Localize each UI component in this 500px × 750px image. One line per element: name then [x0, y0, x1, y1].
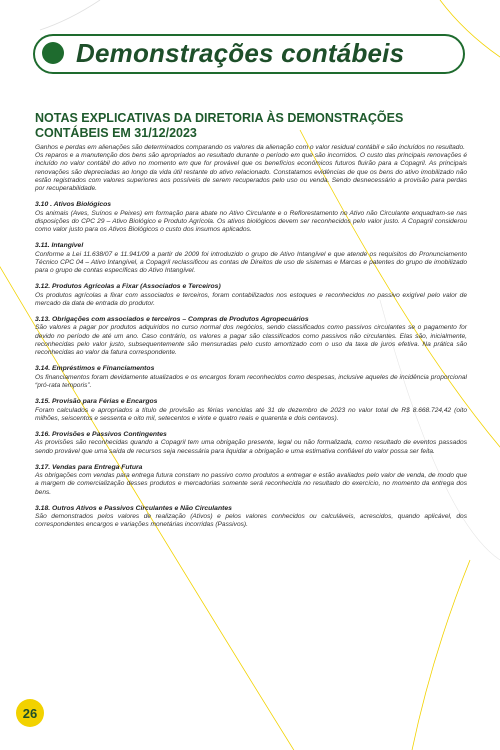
section-heading: 3.17. Vendas para Entrega Futura [35, 463, 143, 471]
header-bullet-icon [42, 42, 64, 64]
section-heading: 3.16. Provisões e Passivos Contingentes [35, 430, 167, 438]
section-3-13 [35, 316, 467, 357]
page-number-badge: 26 [16, 699, 44, 727]
page-header-title: Demonstrações contábeis [76, 38, 405, 68]
document-title: NOTAS EXPLICATIVAS DA DIRETORIA ÀS DEMONSTRAÇÕES CONTÁBEIS EM 31/12/2023 [35, 111, 404, 140]
section-text: As obrigações com vendas para entrega futura constam no passivo como produtos a entregar e estão avaliados pelo valor de venda, de modo que a margem de comercialização desses produtos e mercadorias somente será reconhecida no resultado do exercício, no momento da entrega dos bens. [35, 472, 467, 496]
section-3-16 [35, 431, 467, 456]
section-3-14 [35, 365, 467, 390]
section-heading: 3.18. Outros Ativos e Passivos Circulantes e Não Circulantes [35, 504, 232, 512]
section-text: As provisões são reconhecidas quando a Copagril tem uma obrigação presente, legal ou não formalizada, como resultado de eventos passados sendo provável que uma saída de recursos seja necessária para liquidar a obrigação e uma estimativa confiável do valor possa ser feita. [35, 439, 467, 455]
section-heading: 3.12. Produtos Agrícolas a Fixar (Associados e Terceiros) [35, 283, 221, 291]
document-body [35, 144, 467, 530]
section-3-17 [35, 464, 467, 497]
section-text: Conforme a Lei 11.638/07 e 11.941/09 a partir de 2009 foi introduzido o grupo de Ativo Intangível e que atende os requisitos do Pronunciamento Técnico CPC 04 – Ativo Intangível, a Copagril reclassificou as contas de Direitos de uso de sistemas e Marcas e patentes do grupo de imobilizado para o grupo de contas específicas do Ativo Intangível. [35, 250, 467, 275]
section-3-10 [35, 201, 467, 234]
intro-paragraph: Os reparos e a manutenção dos bens são apropriados ao resultado durante o período em que são incorridos. O custo das principais renovações é incluído no valor contábil do ativo no momento em que for provável que os benefícios econômicos futuros fluirão para a Copagril. As principais renovações são depreciadas ao longo da vida útil restante do ativo relacionado. Constatamos evidências de que os bens do ativo imobilizado não estão registrados com valores superiores aos possíveis de serem recuperados pelo uso ou venda. Sendo desnecessário a provisão para perdas por recuperabilidade. [35, 152, 467, 193]
section-text: Foram calculados e apropriados a título de provisão as férias vencidas até 31 de dezembro de 2023 no valor total de R$ 8.668.724,42 (oito milhões, seiscentos e sessenta e oito mil, setecentos e vinte e quatro reais e quarenta e dois centavos). [35, 406, 467, 422]
section-heading: 3.10 . Ativos Biológicos [35, 201, 112, 209]
section-3-15 [35, 398, 467, 423]
section-3-12 [35, 283, 467, 308]
section-heading: 3.11. Intangível [35, 242, 84, 250]
section-text: Os financiamentos foram devidamente atualizados e os encargos foram reconhecidos como despesas, inclusive aqueles de incidência proporcional “pró-rata temporis”. [35, 373, 467, 389]
section-text: São demonstrados pelos valores de realização (Ativos) e pelos valores conhecidos ou calculáveis, acrescidos, quando aplicável, dos correspondentes encargos e variações monetárias incorridas (Passivos). [35, 513, 467, 529]
section-3-11 [35, 242, 467, 275]
section-heading: 3.15. Provisão para Férias e Encargos [35, 398, 158, 406]
section-heading: 3.13. Obrigações com associados e terceiros – Compras de Produtos Agropecuários [35, 316, 309, 324]
section-3-18 [35, 505, 467, 530]
section-text: Os produtos agrícolas a fixar com associados e terceiros, foram contabilizados nos estoques e reconhecidos no passivo exigível pelo valor de mercado da data de entrada do produtor. [35, 291, 467, 307]
section-text: Os animais (Aves, Suínos e Peixes) em formação para abate no Ativo Circulante e o Reflorestamento no Ativo não Circulante enquadram-se nas disposições do CPC 29 – Ativo Biológico e Produto Agrícola. Os ativos biológicos devem ser reconhecidos pelo valor justo. A Copagril considerou como valor justo para os Ativos Biológicos o custo dos insumos aplicados. [35, 209, 467, 234]
intro-paragraph: Ganhos e perdas em alienações são determinados comparando os valores da alienação com o valor residual contábil e são incluídos no resultado. [35, 144, 465, 151]
section-text: São valores a pagar por produtos adquiridos no curso normal dos negócios, sendo classificados como passivos circulantes se o pagamento for devido no período de até um ano. Caso contrário, os valores a pagar são classificados como passivos não circulantes. Elas são, inicialmente, reconhecidas pelo valor justo, subsequentemente são mensuradas pelo custo amortizado com o uso da taxa de juros efetiva. Na prática são reconhecidas ao valor da fatura correspondente. [35, 324, 467, 357]
section-heading: 3.14. Empréstimos e Financiamentos [35, 365, 155, 373]
